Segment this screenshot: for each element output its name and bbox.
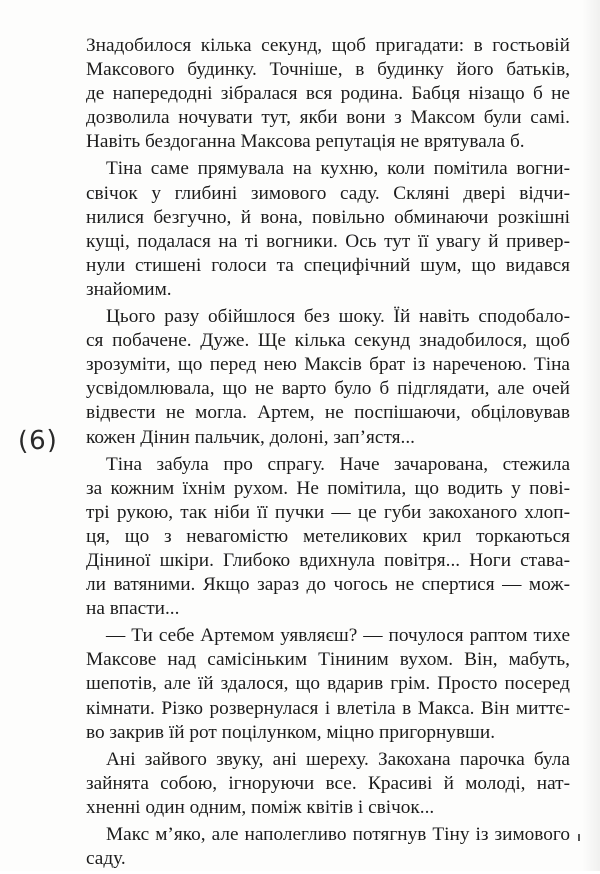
text-line: Цього разу обійшлося без шоку. Їй навіть сподобало-	[106, 306, 570, 328]
text-line: Знадобилося кілька секунд, щоб пригадати: в гостьовій	[86, 35, 570, 56]
paragraph-5	[86, 624, 570, 744]
text-line: — Ти себе Артемом уявляєш? — почулося раптом тихе	[106, 625, 570, 647]
text-line: хненні один одним, поміж квітів і свічок...	[86, 796, 435, 818]
text-line: трі рукою, так ніби її пучки — це губи закоханого хлоп-	[86, 501, 570, 523]
scan-artifact-mark	[578, 834, 580, 841]
text-line: шепотів, але їй здалося, що вдарив грім. Просто посеред	[86, 673, 570, 695]
text-line: усвідомлювала, що не варто було б підглядати, але очей	[86, 378, 570, 400]
handwritten-margin-note: (6)	[17, 425, 59, 457]
text-line: кущі, подалася на ті вогники. Ось тут її увагу й привер-	[86, 230, 570, 252]
text-line: ли ватяними. Якщо зараз до чогось не спертися — мож-	[86, 574, 570, 596]
text-line: саду.	[86, 848, 126, 870]
text-line: Тіна забула про спрагу. Наче зачарована, стежила	[106, 453, 570, 475]
text-line: Діниної шкіри. Глибоко вдихнула повітря... Ноги ставa-	[86, 549, 570, 571]
text-line: Ані зайвого звуку, ані шереху. Закохана парочка була	[106, 748, 570, 770]
text-line: зайнята собою, ігноруючи все. Красиві й молоді, нат-	[86, 772, 570, 794]
text-line: знайомим.	[86, 278, 172, 300]
text-line: свічок у глибині зимового саду. Скляні двері відчи-	[86, 182, 570, 204]
text-column	[86, 34, 570, 874]
text-line: на впасти...	[86, 598, 180, 620]
text-line: Навіть бездоганна Максова репутація не врятувала б.	[86, 131, 525, 153]
paragraph-7	[86, 823, 570, 871]
paragraph-4	[86, 453, 570, 622]
text-line: во закрив їй рот поцілунком, міцно пригорнувши.	[86, 721, 496, 743]
text-line: ця, що з невагомістю метеликових крил торкаються	[86, 525, 570, 547]
text-line: ся побачене. Дуже. Ще кілька секунд знадобилося, щоб	[86, 330, 570, 352]
page-edge-shadow	[582, 0, 600, 871]
paragraph-6	[86, 748, 570, 820]
text-line: за кожним їхнім рухом. Не помітила, що водить у пові-	[86, 477, 570, 499]
text-line: нилися безгучно, й вона, повільно обминаючи розкішні	[86, 206, 570, 228]
text-line: дозволила ночувати тут, якби вони з Максом були самі.	[86, 107, 570, 129]
text-line: нули стишені голоси та специфічний шум, що видався	[86, 254, 570, 276]
text-line: Максового будинку. Точніше, в будинку його батьків,	[86, 59, 570, 81]
text-line: кімнати. Різко розвернулася і влетіла в Макса. Він миттє-	[86, 697, 570, 719]
text-line: відвести не могла. Артем, не поспішаючи, обціловував	[86, 402, 570, 424]
text-line: де напередодні зібралася вся родина. Бабця нізащо б не	[86, 83, 570, 105]
text-line: зрозуміти, що перед нею Максів брат із нареченою. Тіна	[86, 354, 570, 376]
text-line: Максове над самісіньким Тіниним вухом. Він, мабуть,	[86, 649, 570, 671]
text-line: Тіна саме прямувала на кухню, коли помітила вогни-	[106, 158, 570, 180]
paragraph-1	[86, 34, 570, 154]
text-line: кожен Дінин пальчик, долоні, зап’ястя...	[86, 426, 415, 448]
paragraph-2	[86, 157, 570, 302]
text-line: Макс м’яко, але наполегливо потягнув Тіну із зимового	[106, 824, 570, 845]
paragraph-3	[86, 305, 570, 450]
